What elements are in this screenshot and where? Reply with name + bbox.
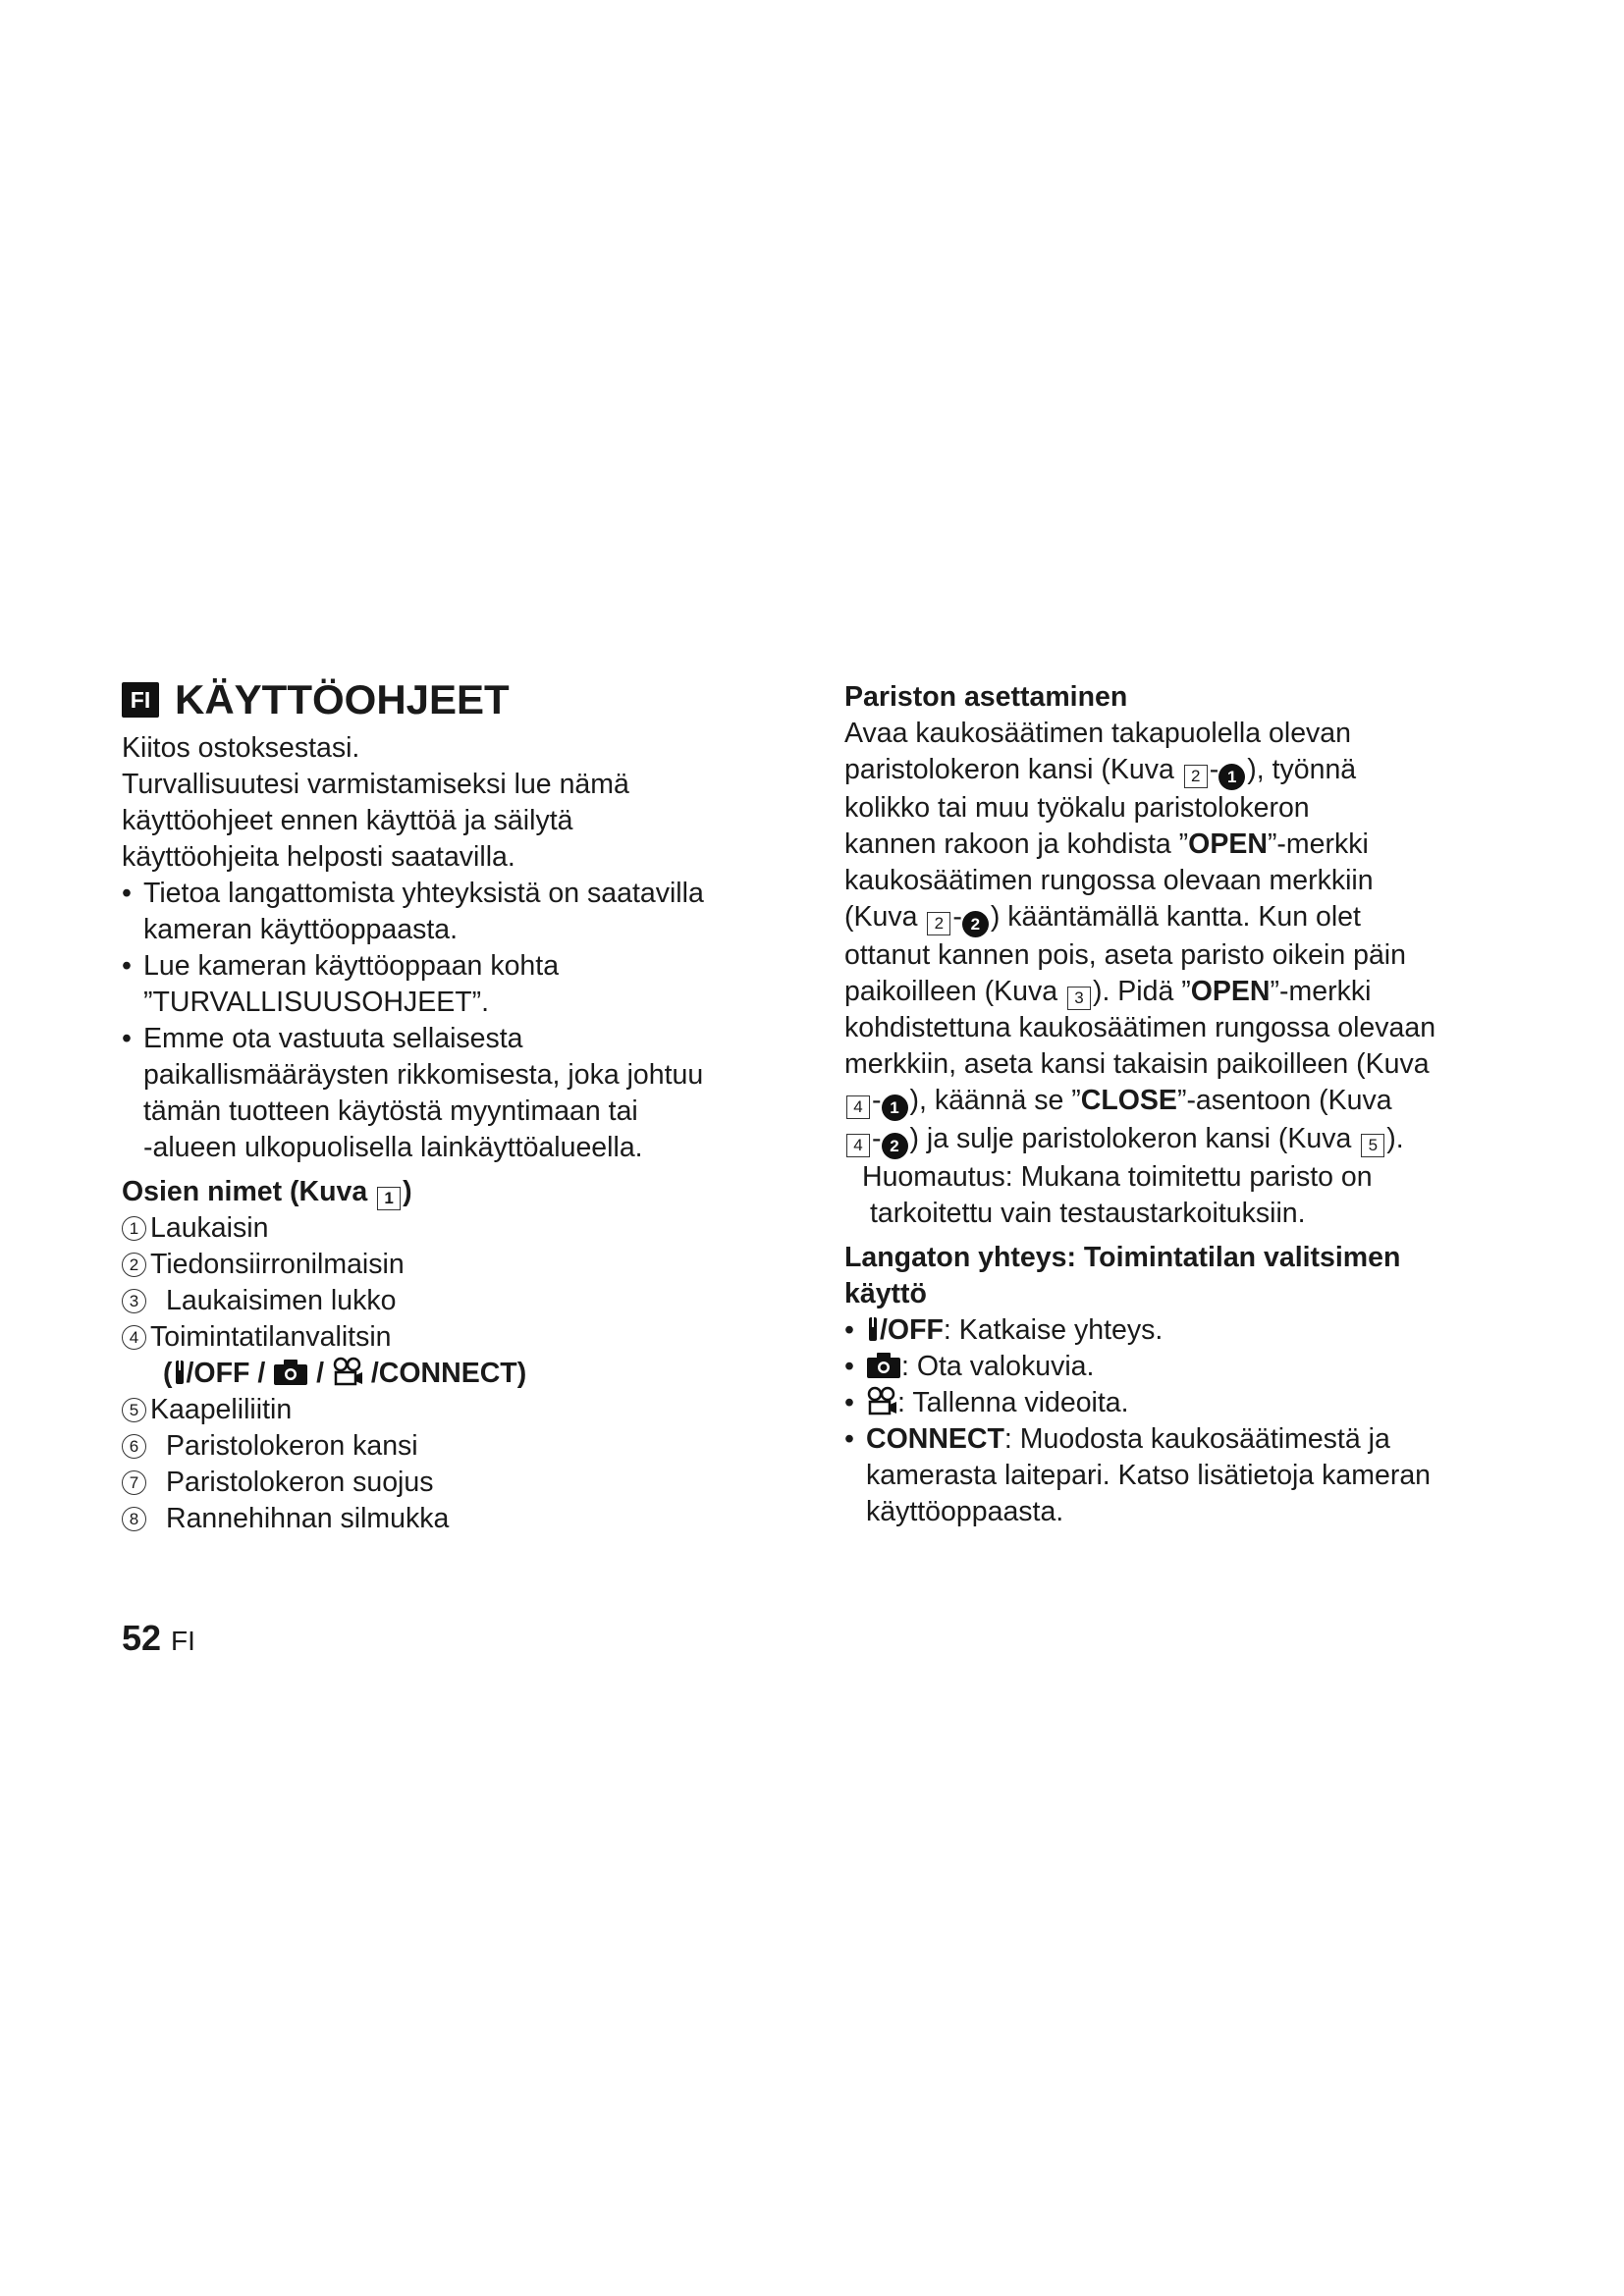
bullet-text: Tietoa langattomista yhteyksistä on saatavilla <box>143 878 704 909</box>
body-line: merkkiin, aseta kansi takaisin paikoilleen (Kuva <box>844 1048 1430 1080</box>
parts-list-item <box>122 1428 799 1465</box>
bullet-item <box>844 1349 1512 1385</box>
camera-icon <box>866 1352 901 1379</box>
figure-ref: 2 <box>1184 765 1208 788</box>
bullet-item <box>844 1421 1512 1530</box>
part-number: 8 <box>122 1507 146 1531</box>
video-camera-icon <box>332 1357 363 1386</box>
mode-paren: ( <box>163 1358 173 1389</box>
mode-separator: / <box>316 1358 325 1389</box>
body-line: Avaa kaukosäätimen takapuolella olevan <box>844 718 1351 749</box>
bullet-text: : Katkaise yhteys. <box>943 1314 1164 1346</box>
parts-list-item <box>122 1465 799 1501</box>
mode-connect-label: /CONNECT <box>370 1358 517 1389</box>
part-number: 4 <box>122 1325 146 1350</box>
body-line: ottanut kannen pois, aseta paristo oikein päin <box>844 939 1406 971</box>
parts-list-item <box>122 1319 799 1356</box>
part-label: Paristolokeron suojus <box>166 1467 434 1498</box>
page-title <box>122 675 799 724</box>
intro-line: Turvallisuutesi varmistamiseksi lue nämä <box>122 769 629 800</box>
page-footer <box>122 1618 195 1659</box>
step-number: 2 <box>962 911 989 937</box>
mode-off-label: /OFF <box>880 1314 944 1346</box>
bullet-text: -alueen ulkopuolisella lainkäyttöalueella. <box>143 1132 643 1163</box>
part-number: 2 <box>122 1253 146 1277</box>
part-label: Laukaisin <box>150 1212 269 1244</box>
body-line: paikoilleen (Kuva 3 ). Pidä ”OPEN”-merkki <box>844 974 1512 1010</box>
figure-ref: 1 <box>377 1187 401 1210</box>
part-label: Paristolokeron kansi <box>166 1430 418 1462</box>
bullet-text: Emme ota vastuuta sellaisesta <box>143 1023 523 1054</box>
step-number: 1 <box>882 1095 908 1121</box>
body-line: kannen rakoon ja kohdista ”OPEN”-merkki <box>844 828 1369 860</box>
step-number: 2 <box>882 1133 908 1159</box>
part-label: Toimintatilanvalitsin <box>150 1321 392 1353</box>
power-icon <box>866 1315 880 1343</box>
bullet-text: : Ota valokuvia. <box>901 1351 1095 1382</box>
mode-paren: ) <box>516 1358 527 1389</box>
figure-ref: 5 <box>1361 1134 1384 1157</box>
bullet-text: käyttöoppaasta. <box>866 1496 1064 1527</box>
part-number: 6 <box>122 1434 146 1459</box>
battery-heading: Pariston asettaminen <box>844 681 1128 713</box>
left-column <box>122 675 799 1537</box>
body-line: 4 - 2 ) ja sulje paristolokeron kansi (Kuva 5 ). <box>844 1121 1512 1159</box>
bullet-dot: • <box>844 1351 854 1382</box>
figure-ref: 4 <box>846 1095 870 1119</box>
bullet-item <box>122 948 799 1021</box>
part-number: 7 <box>122 1470 146 1495</box>
bullet-text: : Muodosta kaukosäätimestä ja <box>1003 1423 1390 1455</box>
mode-selector-options <box>122 1356 799 1392</box>
part-number: 1 <box>122 1216 146 1241</box>
bullet-dot: • <box>844 1387 854 1418</box>
mode-off-label: /OFF <box>186 1358 250 1389</box>
part-label: Kaapeliliitin <box>150 1394 293 1425</box>
bullet-dot: • <box>122 950 132 982</box>
part-number: 3 <box>122 1289 146 1313</box>
wireless-heading: käyttö <box>844 1278 927 1309</box>
wireless-heading: Langaton yhteys: Toimintatilan valitsimen <box>844 1242 1401 1273</box>
bullet-dot: • <box>122 1023 132 1054</box>
parts-list-item <box>122 1247 799 1283</box>
parts-list-item <box>122 1210 799 1247</box>
bullet-item <box>122 876 799 948</box>
parts-list-item <box>122 1283 799 1319</box>
bullet-text: kameran käyttöoppaasta. <box>143 914 459 945</box>
language-code: FI <box>171 1626 195 1656</box>
title-text: KÄYTTÖOHJEET <box>175 676 510 722</box>
part-number: 5 <box>122 1398 146 1422</box>
bullet-dot: • <box>844 1314 854 1346</box>
step-number: 1 <box>1218 764 1245 790</box>
body-line: kolikko tai muu työkalu paristolokeron <box>844 792 1310 824</box>
note-line: Huomautus: Mukana toimitettu paristo on <box>862 1161 1373 1193</box>
bullet-text: Lue kameran käyttöoppaan kohta <box>143 950 560 982</box>
bullet-dot: • <box>844 1423 854 1455</box>
video-camera-icon <box>866 1386 897 1415</box>
parts-heading-text: ) <box>403 1176 412 1207</box>
part-label: Laukaisimen lukko <box>166 1285 397 1316</box>
connect-label: CONNECT <box>866 1423 1004 1455</box>
note-line: tarkoitettu vain testaustarkoituksiin. <box>870 1198 1306 1229</box>
right-column <box>844 679 1512 1530</box>
body-line: (Kuva 2 - 2 ) kääntämällä kantta. Kun olet <box>844 899 1512 937</box>
bullet-text: kamerasta laitepari. Katso lisätietoja kameran <box>866 1460 1432 1491</box>
body-line: 4 - 1 ), käännä se ”CLOSE”-asentoon (Kuva <box>844 1083 1512 1121</box>
body-line: paristolokeron kansi (Kuva 2 - 1 ), työnnä <box>844 752 1512 790</box>
bullet-item <box>844 1385 1512 1421</box>
page-number: 52 <box>122 1618 162 1658</box>
camera-icon <box>273 1359 308 1386</box>
parts-list-item <box>122 1392 799 1428</box>
parts-heading-text: Osien nimet (Kuva <box>122 1176 376 1207</box>
bullet-item <box>122 1021 799 1166</box>
intro-thanks: Kiitos ostoksestasi. <box>122 732 360 764</box>
figure-ref: 2 <box>927 912 950 935</box>
body-line: kaukosäätimen rungossa olevaan merkkiin <box>844 865 1374 896</box>
bullet-text: tämän tuotteen käytöstä myyntimaan tai <box>143 1095 638 1127</box>
parts-list-item <box>122 1501 799 1537</box>
part-label: Tiedonsiirronilmaisin <box>150 1249 405 1280</box>
parts-heading <box>122 1174 799 1210</box>
figure-ref: 3 <box>1067 987 1091 1010</box>
intro-line: käyttöohjeet ennen käyttöä ja säilytä <box>122 805 573 836</box>
body-line: kohdistettuna kaukosäätimen rungossa olevaan <box>844 1012 1436 1043</box>
bullet-dot: • <box>122 878 132 909</box>
bullet-item <box>844 1312 1512 1349</box>
bullet-text: ”TURVALLISUUSOHJEET”. <box>143 987 490 1018</box>
intro-line: käyttöohjeita helposti saatavilla. <box>122 841 515 873</box>
bullet-text: paikallismääräysten rikkomisesta, joka johtuu <box>143 1059 704 1091</box>
part-label: Rannehihnan silmukka <box>166 1503 450 1534</box>
mode-separator: / <box>257 1358 266 1389</box>
bullet-text: : Tallenna videoita. <box>897 1387 1129 1418</box>
figure-ref: 4 <box>846 1134 870 1157</box>
power-icon <box>173 1359 187 1386</box>
language-badge: FI <box>122 682 159 718</box>
